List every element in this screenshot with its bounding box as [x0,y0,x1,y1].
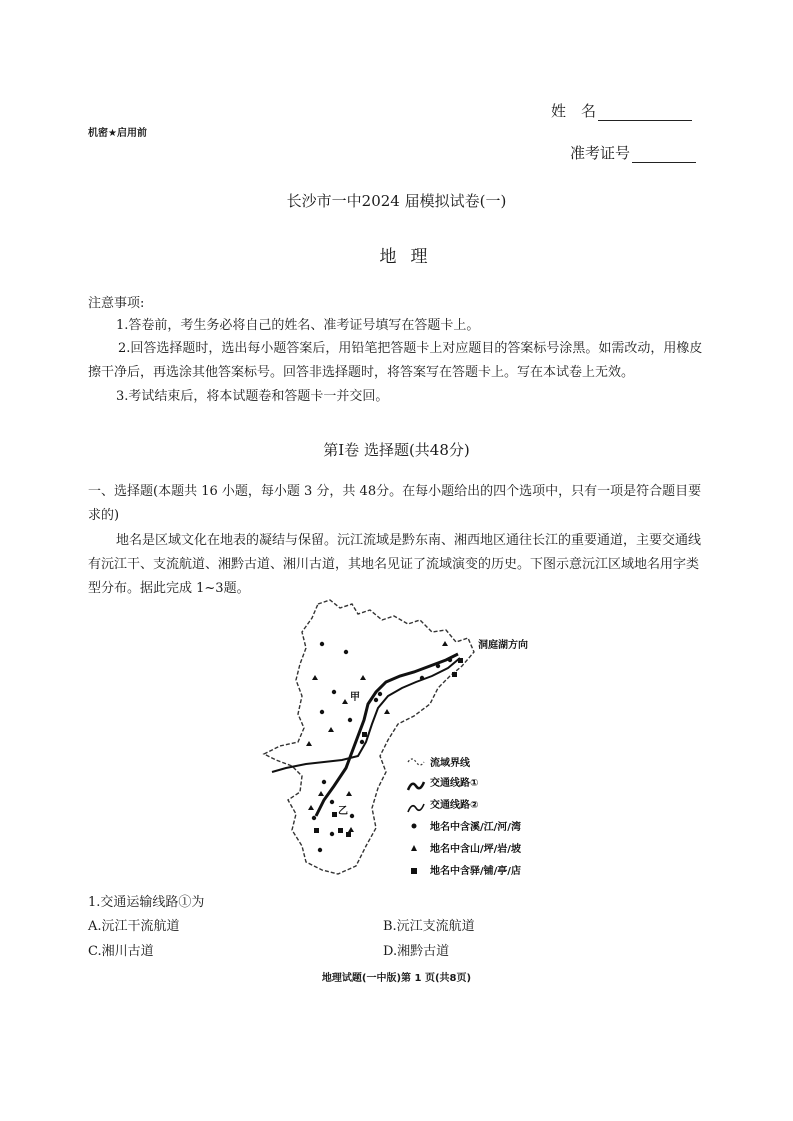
section-title: 第Ⅰ卷 选择题(共48分) [323,441,470,459]
name-field [551,100,692,121]
legend-label-boundary: 流域界线 [430,758,470,769]
yuanjiang-map [262,596,544,886]
name-blank [598,106,692,121]
triangle-markers [306,641,448,832]
notice-item-1: 1.答卷前，考生务必将自己的姓名、准考证号填写在答题卡上。 [116,318,480,333]
name-label: 姓 名 [551,102,597,120]
ticket-blank [632,148,696,163]
ticket-label: 准考证号 [570,144,631,162]
ticket-number-field [570,142,696,163]
marker-jia: 甲 [350,692,360,703]
legend-label-triangle: 地名中含山/坪/岩/坡 [430,844,521,855]
legend-label-route1: 交通线路① [430,778,479,789]
option-a: A.沅江干流航道 [88,919,180,934]
confidential-mark: 机密★启用前 [88,128,147,139]
part-heading: 一、选择题(本题共 16 小题，每小题 3 分，共 48分。在每小题给出的四个选项中，只有一项是符合题目要求的) [88,484,702,523]
marker-yi: 乙 [338,806,348,817]
circle-dot-icon [412,824,417,829]
notice-item-3: 3.考试结束后，将本试题卷和答题卡一并交回。 [116,389,389,404]
direction-label: 洞庭湖方向 [478,640,528,651]
route1-icon [408,782,424,790]
legend-label-route2: 交通线路② [430,800,479,811]
route-1 [316,654,458,816]
route2-icon [408,804,424,812]
page-footer: 地理试题(一中版)第 1 页(共8页) [321,973,472,984]
notice-heading: 注意事项: [88,296,145,311]
map-legend [408,756,522,877]
dashed-boundary-icon [408,759,424,765]
legend-label-circle: 地名中含溪/江/河/湾 [430,822,521,833]
question-1-stem: 1.交通运输线路①为 [88,895,205,910]
triangle-icon [411,845,417,851]
option-d: D.湘黔古道 [383,944,450,959]
exam-title: 长沙市一中2024 届模拟试卷(一) [286,192,507,210]
legend-label-square: 地名中含驿/铺/亭/店 [430,866,521,877]
square-icon [411,868,417,874]
subject-title: 地理 [379,247,442,267]
option-c: C.湘川古道 [88,944,154,959]
notice-item-2: 2.回答选择题时，选出每小题答案后，用铅笔把答题卡上对应题目的答案标号涂黑。如需改动，用橡皮擦干净后，再选涂其他答案标号。回答非选择题时，将答案写在答题卡上。写在本试卷上无效。 [88,341,703,380]
option-b: B.沅江支流航道 [383,919,475,934]
reading-material: 地名是区域文化在地表的凝结与保留。沅江流域是黔东南、湘西地区通往长江的重要通道，主要交通线有沅江干、支流航道、湘黔古道、湘川古道，其地名见证了流域演变的历史。下图示意沅江区域地名用字类型分布。据此完成 1~3题。 [88,533,702,596]
circle-markers [312,642,452,852]
